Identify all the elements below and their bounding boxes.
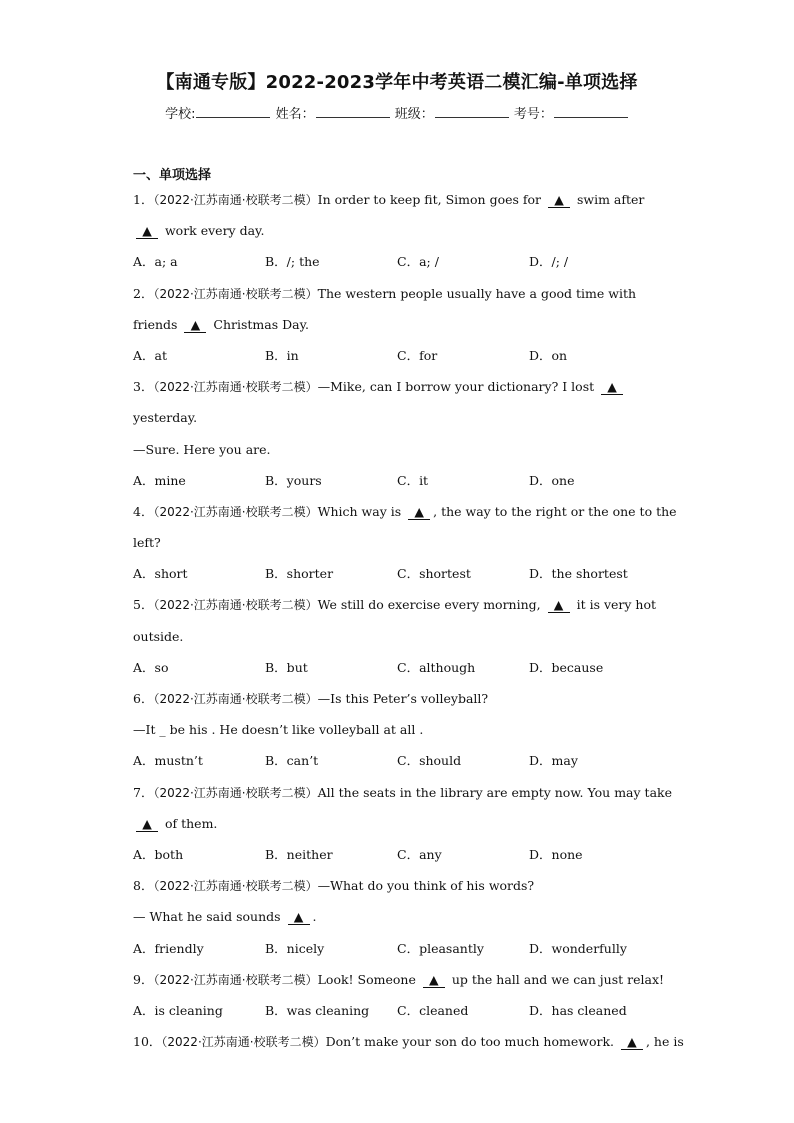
question-text: , he is bbox=[645, 1034, 684, 1050]
question-line bbox=[133, 377, 661, 408]
question-number: 9． bbox=[133, 971, 154, 987]
question-text: In order to keep fit, Simon goes for bbox=[317, 192, 545, 207]
question-text: — What he said sounds bbox=[133, 909, 285, 925]
question-line bbox=[133, 315, 661, 346]
option-item[interactable]: A．mine bbox=[133, 472, 186, 488]
question-text: yesterday. bbox=[133, 410, 198, 426]
question-line bbox=[133, 689, 661, 720]
question-line bbox=[133, 876, 661, 907]
student-info-row bbox=[0, 103, 794, 122]
question-source: （2022·江苏南通·校联考二模） bbox=[153, 879, 318, 894]
school-blank bbox=[196, 105, 270, 118]
option-item[interactable]: B．but bbox=[265, 659, 308, 675]
question-text: Which way is bbox=[317, 503, 406, 519]
page-title: 【南通专版】2022-2023学年中考英语二模汇编-单项选择 bbox=[156, 72, 638, 93]
question-text: The western people usually have a good time with bbox=[317, 285, 637, 301]
option-item[interactable]: B．/; the bbox=[265, 254, 320, 270]
option-item[interactable]: A．a; a bbox=[133, 254, 178, 270]
question-text: —It _ be his . He doesn’t like volleyball at all . bbox=[133, 722, 424, 738]
option-item[interactable]: D．the shortest bbox=[529, 566, 628, 582]
option-item[interactable]: A．is cleaning bbox=[133, 1002, 223, 1018]
question-source: （2022·江苏南通·校联考二模） bbox=[153, 785, 318, 800]
question-text: , the way to the right or the one to the bbox=[433, 503, 677, 519]
answer-blank[interactable]: ▲ bbox=[136, 224, 158, 239]
answer-blank[interactable]: ▲ bbox=[548, 193, 570, 208]
question-text: work every day. bbox=[161, 223, 265, 239]
option-item[interactable]: A．at bbox=[133, 347, 168, 363]
question-line bbox=[133, 783, 672, 814]
question-text: up the hall and we can just relax! bbox=[447, 971, 665, 987]
option-item[interactable]: A．so bbox=[133, 659, 169, 675]
options-row bbox=[133, 751, 661, 782]
section-title: 一、单项选择 bbox=[133, 168, 212, 183]
answer-blank[interactable]: ▲ bbox=[184, 318, 206, 333]
answer-blank[interactable]: ▲ bbox=[136, 817, 158, 832]
question-line bbox=[133, 502, 677, 533]
class-blank bbox=[435, 105, 509, 118]
answer-blank[interactable]: ▲ bbox=[288, 910, 310, 925]
question-line bbox=[133, 720, 661, 751]
question-source: （2022·江苏南通·校联考二模） bbox=[153, 972, 318, 987]
option-item[interactable]: C．although bbox=[397, 659, 476, 675]
option-item[interactable]: B．neither bbox=[265, 846, 333, 862]
question-text: friends bbox=[133, 316, 182, 332]
answer-blank[interactable]: ▲ bbox=[601, 380, 623, 395]
question-number: 7． bbox=[133, 784, 154, 800]
option-item[interactable]: D．because bbox=[529, 659, 604, 675]
question-text: We still do exercise every morning, bbox=[317, 597, 545, 613]
name-blank bbox=[316, 105, 390, 118]
question-text: —Mike, can I borrow your dictionary? I lost bbox=[317, 379, 599, 395]
option-item[interactable]: C．shortest bbox=[397, 566, 471, 582]
question-number: 8． bbox=[133, 878, 154, 894]
option-item[interactable]: C．cleaned bbox=[397, 1002, 469, 1018]
option-item[interactable]: A．mustn’t bbox=[133, 753, 203, 769]
question-source: （2022·江苏南通·校联考二模） bbox=[153, 380, 318, 395]
question-line bbox=[133, 595, 661, 626]
options-row bbox=[133, 939, 661, 970]
answer-blank[interactable]: ▲ bbox=[548, 598, 570, 613]
question-text: Christmas Day. bbox=[209, 316, 309, 332]
question-line bbox=[133, 284, 661, 315]
question-text: Don’t make your son do too much homework. bbox=[325, 1034, 618, 1050]
options-row bbox=[133, 1001, 661, 1032]
options-row bbox=[133, 346, 661, 377]
option-item[interactable]: D．on bbox=[529, 347, 568, 363]
question-number: 2． bbox=[133, 285, 154, 301]
options-row bbox=[133, 564, 661, 595]
option-item[interactable]: A．both bbox=[133, 846, 184, 862]
question-text: of them. bbox=[161, 815, 218, 831]
question-line bbox=[133, 190, 661, 221]
question-text: Look! Someone bbox=[317, 971, 420, 987]
question-text: swim after bbox=[573, 192, 645, 207]
id-blank bbox=[554, 105, 628, 118]
question-line bbox=[133, 814, 661, 845]
option-item[interactable]: A．friendly bbox=[133, 940, 204, 956]
answer-blank[interactable]: ▲ bbox=[423, 973, 445, 988]
option-item[interactable]: D．wonderfully bbox=[529, 940, 627, 956]
option-item[interactable]: B．in bbox=[265, 347, 299, 363]
question-source: （2022·江苏南通·校联考二模） bbox=[153, 193, 318, 207]
question-source: （2022·江苏南通·校联考二模） bbox=[161, 1035, 326, 1050]
question-number: 6． bbox=[133, 691, 154, 706]
option-item[interactable]: B．can’t bbox=[265, 753, 319, 769]
option-item[interactable]: A．short bbox=[133, 566, 188, 582]
name-label: 姓名： bbox=[275, 107, 315, 122]
question-line bbox=[133, 440, 661, 471]
question-text: . bbox=[312, 909, 317, 925]
question-number: 5． bbox=[133, 597, 154, 613]
question-text: All the seats in the library are empty now. You may take bbox=[317, 784, 672, 800]
option-item[interactable]: B．was cleaning bbox=[265, 1002, 370, 1018]
option-item[interactable]: B．nicely bbox=[265, 940, 325, 956]
option-item[interactable]: C．pleasantly bbox=[397, 940, 484, 956]
question-text: —Sure. Here you are. bbox=[133, 441, 271, 457]
options-row bbox=[133, 252, 661, 283]
question-text: —What do you think of his words? bbox=[317, 878, 535, 894]
option-item[interactable]: B．yours bbox=[265, 472, 322, 488]
question-source: （2022·江苏南通·校联考二模） bbox=[153, 598, 318, 613]
options-row bbox=[133, 658, 661, 689]
option-item[interactable]: C．for bbox=[397, 347, 438, 363]
question-source: （2022·江苏南通·校联考二模） bbox=[153, 504, 318, 519]
answer-blank[interactable]: ▲ bbox=[408, 505, 430, 520]
question-number: 10． bbox=[133, 1034, 162, 1050]
option-item[interactable]: D．one bbox=[529, 472, 575, 488]
question-number: 4． bbox=[133, 503, 154, 519]
question-line bbox=[133, 533, 661, 564]
question-line bbox=[133, 221, 661, 252]
question-line bbox=[133, 907, 661, 938]
answer-blank[interactable]: ▲ bbox=[621, 1035, 643, 1050]
options-row bbox=[133, 845, 661, 876]
question-number: 1． bbox=[133, 192, 154, 207]
id-label: 考号： bbox=[513, 107, 553, 122]
question-list bbox=[133, 190, 684, 1063]
option-item[interactable]: C．it bbox=[397, 472, 429, 488]
question-source: （2022·江苏南通·校联考二模） bbox=[153, 286, 318, 301]
option-item[interactable]: B．shorter bbox=[265, 566, 334, 582]
question-text: outside. bbox=[133, 628, 184, 644]
question-number: 3． bbox=[133, 379, 154, 395]
question-text: —Is this Peter’s volleyball? bbox=[317, 691, 489, 706]
option-item[interactable]: C．a; / bbox=[397, 254, 439, 270]
option-item[interactable]: C．should bbox=[397, 753, 462, 769]
question-line bbox=[133, 1032, 684, 1063]
option-item[interactable]: D．none bbox=[529, 846, 583, 862]
option-item[interactable]: D．/; / bbox=[529, 254, 569, 270]
question-line bbox=[133, 970, 665, 1001]
class-label: 班级： bbox=[394, 107, 434, 122]
question-line bbox=[133, 627, 661, 658]
question-text: it is very hot bbox=[572, 597, 657, 613]
options-row bbox=[133, 471, 661, 502]
question-line bbox=[133, 408, 661, 439]
option-item[interactable]: C．any bbox=[397, 846, 442, 862]
option-item[interactable]: D．has cleaned bbox=[529, 1002, 627, 1018]
school-label: 学校: bbox=[165, 107, 196, 122]
option-item[interactable]: D．may bbox=[529, 753, 578, 769]
question-source: （2022·江苏南通·校联考二模） bbox=[153, 692, 318, 706]
question-text: left? bbox=[133, 535, 161, 551]
